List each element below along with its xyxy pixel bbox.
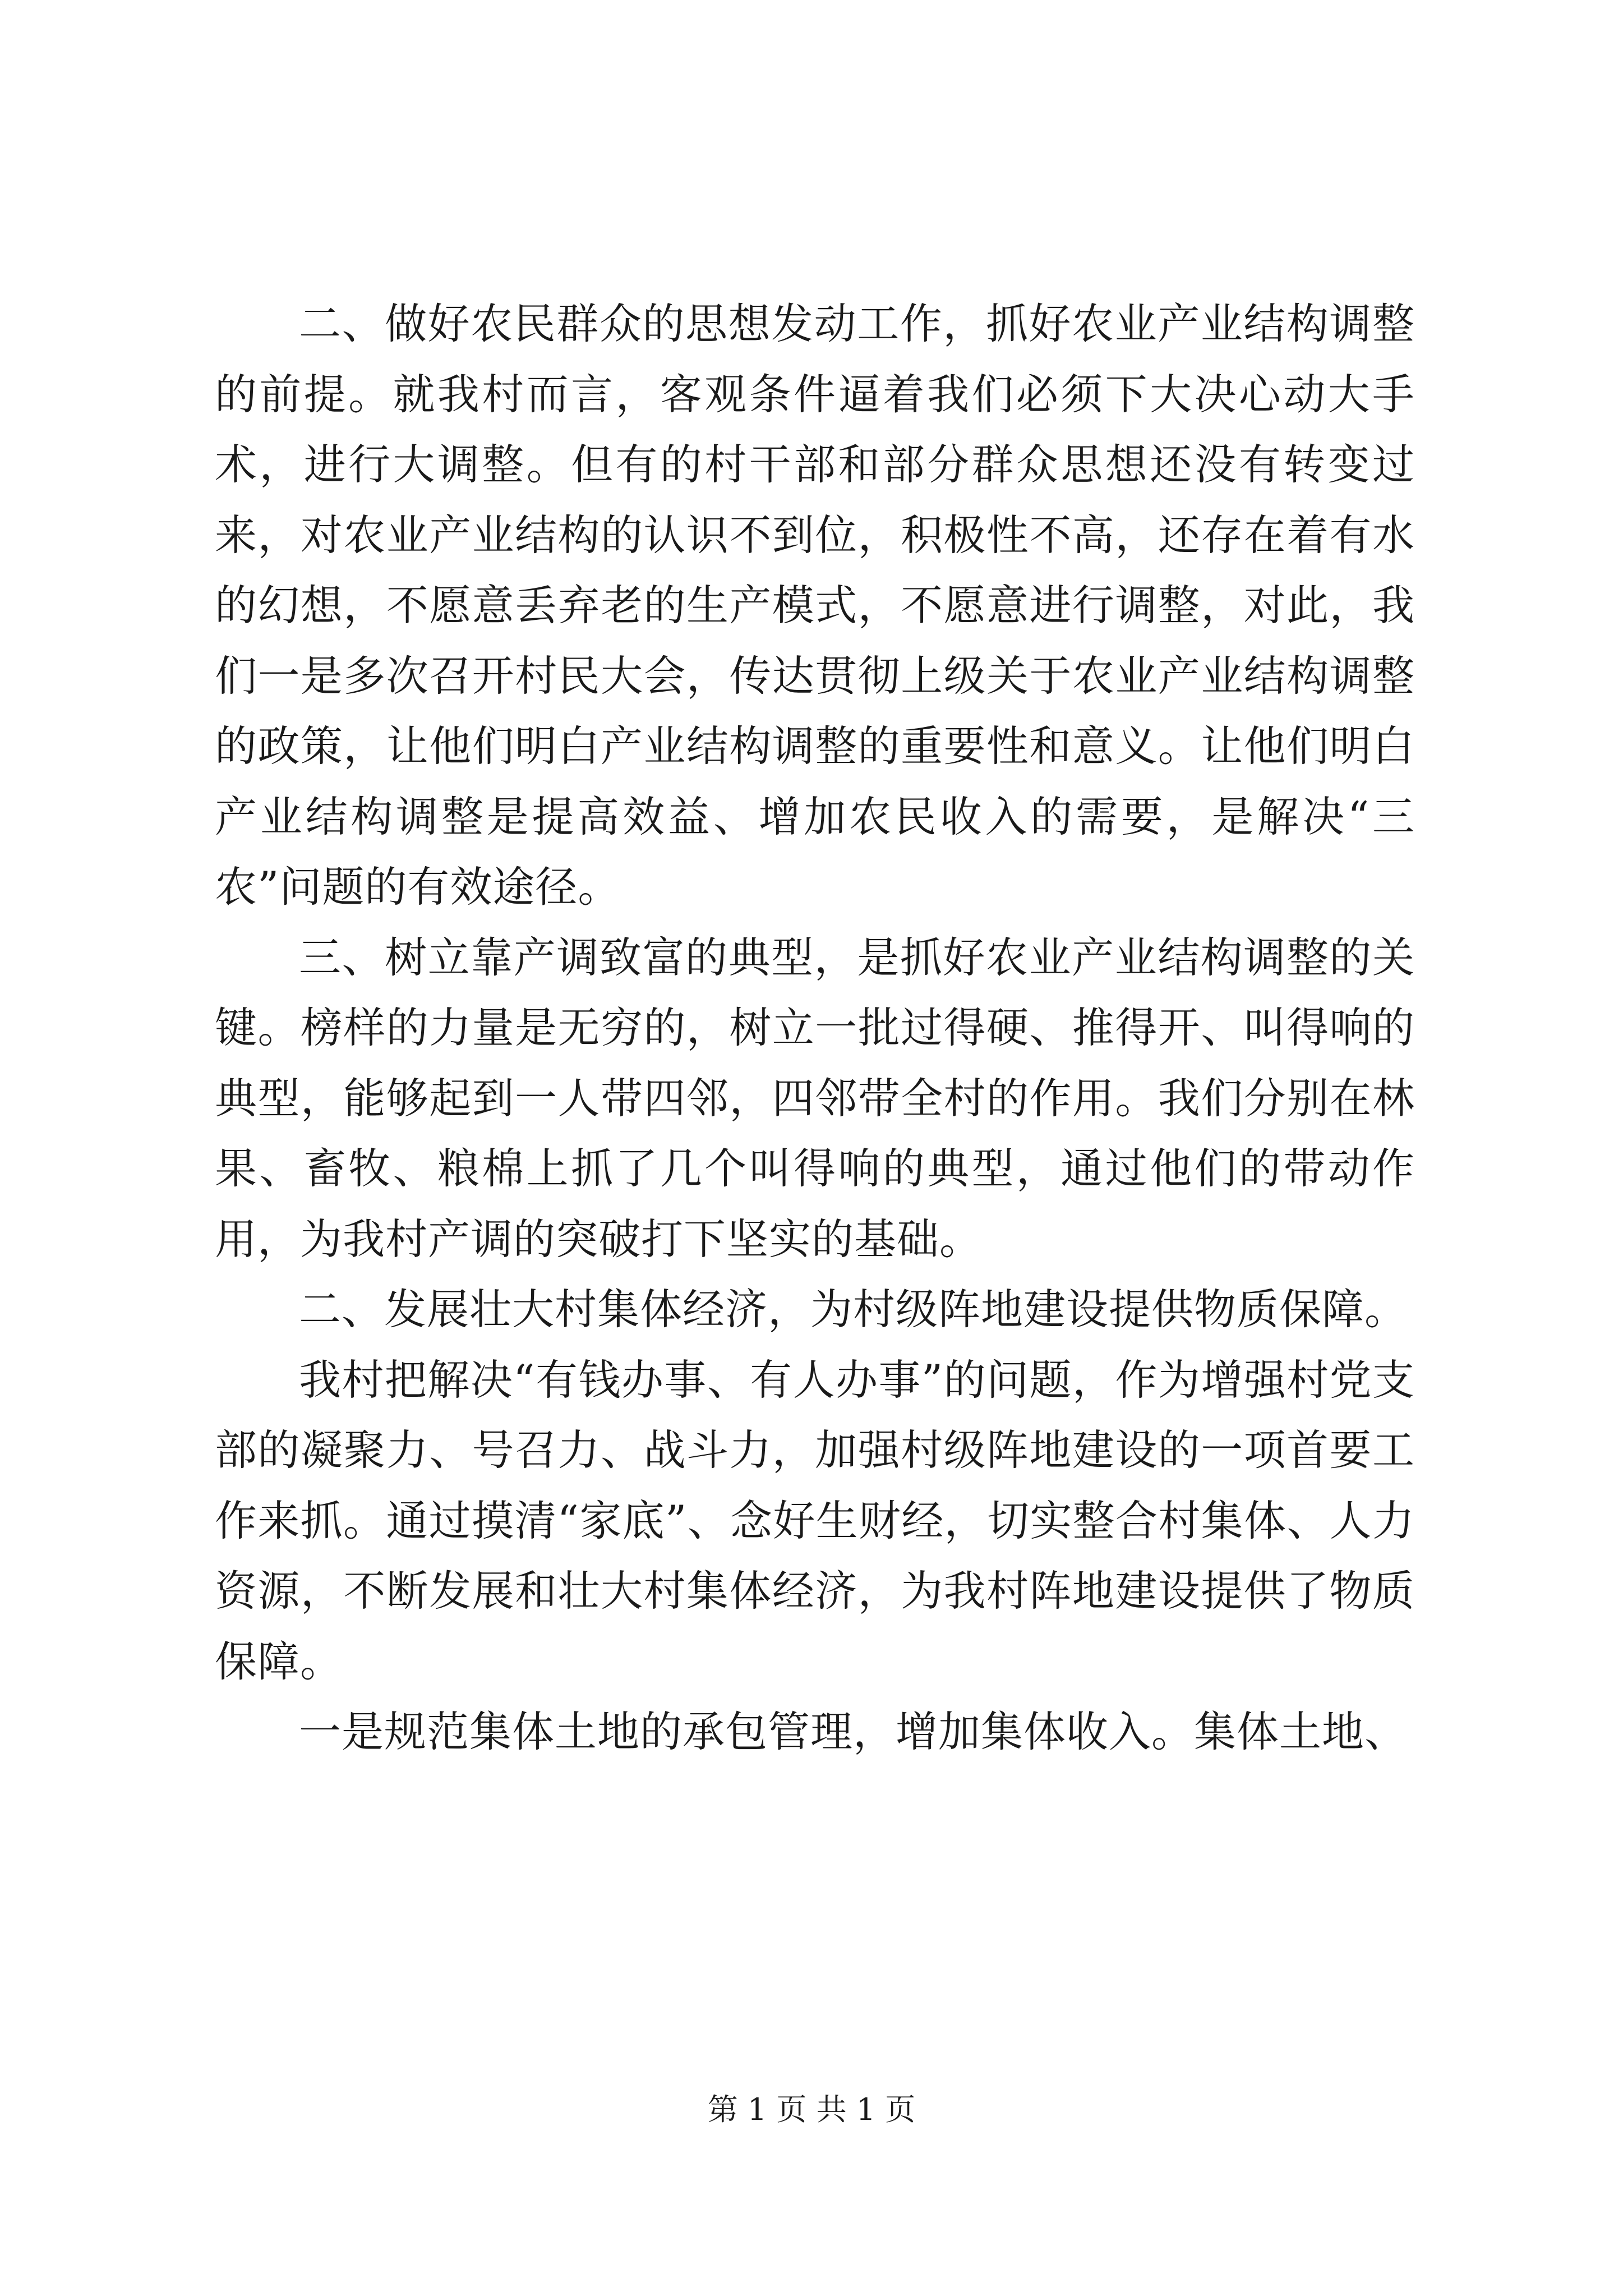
paragraph-2: 三、树立靠产调致富的典型，是抓好农业产业结构调整的关键。榜样的力量是无穷的，树立一批过得硬、推得开、叫得响的典型，能够起到一人带四邻，四邻带全村的作用。我们分别在林果、畜牧、粮棉上抓了几个叫得响的典型，通过他们的带动作用，为我村产调的突破打下坚实的基础。	[215, 932, 1415, 1264]
paragraph-3: 二、发展壮大村集体经济，为村级阵地建设提供物质保障。	[299, 1285, 1408, 1334]
paragraph-1: 二、做好农民群众的思想发动工作，抓好农业产业结构调整的前提。就我村而言，客观条件逼着我们必须下大决心动大手术，进行大调整。但有的村干部和部分群众思想还没有转变过来，对农业产业结构的认识不到位，积极性不高，还存在着有水的幻想，不愿意丢弃老的生产模式，不愿意进行调整，对此，我们一是多次召开村民大会，传达贯彻上级关于农业产业结构调整的政策，让他们明白产业结构调整的重要性和意义。让他们明白产业结构调整是提高效益、增加农民收入的需要，是解决“三农”问题的有效途径。	[215, 299, 1415, 912]
page-footer: 第 1 页 共 1 页	[707, 2092, 916, 2127]
paragraph-4: 我村把解决“有钱办事、有人办事”的问题，作为增强村党支部的凝聚力、号召力、战斗力，加强村级阵地建设的一项首要工作来抓。通过摸清“家底”、念好生财经，切实整合村集体、人力资源，不断发展和壮大村集体经济，为我村阵地建设提供了物质保障。	[215, 1355, 1415, 1686]
document-body	[215, 289, 1415, 1768]
paragraph-5: 一是规范集体土地的承包管理，增加集体收入。集体土地、	[299, 1707, 1408, 1756]
